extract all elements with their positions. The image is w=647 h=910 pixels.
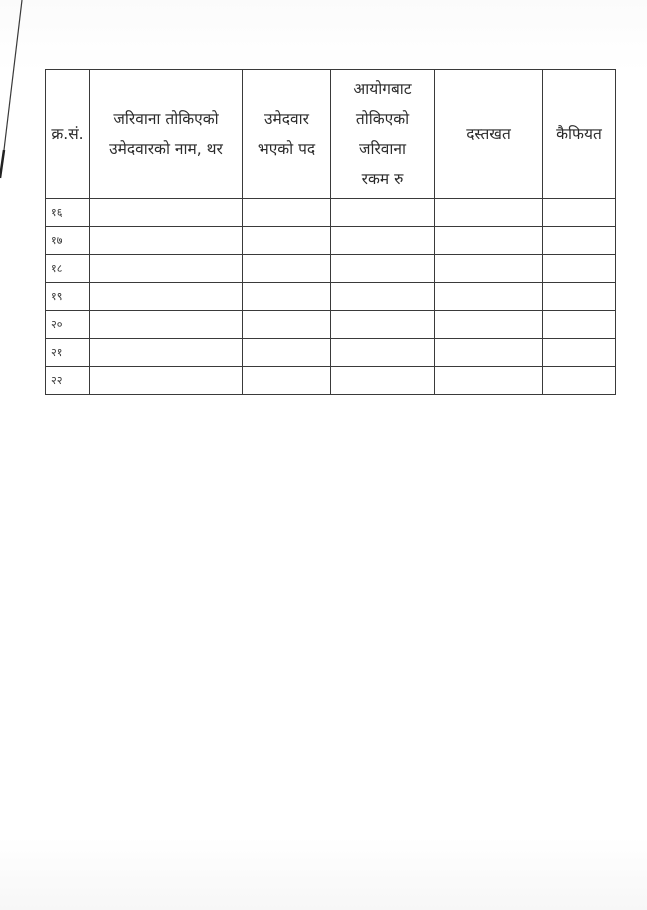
table-row (46, 227, 616, 255)
name-cell (90, 255, 243, 283)
remarks-cell (543, 311, 616, 339)
post-cell (243, 283, 331, 311)
signature-cell (435, 283, 543, 311)
signature-cell (435, 367, 543, 395)
name-cell (90, 227, 243, 255)
remarks-cell (543, 255, 616, 283)
name-cell (90, 311, 243, 339)
header-line: आयोगबाट (353, 80, 412, 98)
table-row (46, 283, 616, 311)
header-line: भएको पद (257, 140, 316, 158)
remarks-cell (543, 199, 616, 227)
header-line: रकम रु (361, 170, 404, 188)
header-candidate-post (243, 70, 331, 199)
name-cell (90, 339, 243, 367)
name-cell (90, 199, 243, 227)
serial-number-cell: २२ (46, 367, 90, 395)
remarks-cell (543, 227, 616, 255)
name-cell (90, 367, 243, 395)
table-row (46, 367, 616, 395)
post-cell (243, 227, 331, 255)
fine-amount-cell (331, 311, 435, 339)
serial-number-cell: २० (46, 311, 90, 339)
post-cell (243, 311, 331, 339)
header-candidate-name (90, 70, 243, 199)
header-serial-number (46, 70, 90, 199)
header-signature (435, 70, 543, 199)
fine-amount-cell (331, 339, 435, 367)
post-cell (243, 367, 331, 395)
name-cell (90, 283, 243, 311)
table-row (46, 255, 616, 283)
signature-cell (435, 255, 543, 283)
header-line: तोकिएको (355, 110, 410, 128)
header-line: दस्तखत (466, 125, 511, 143)
signature-cell (435, 199, 543, 227)
header-line: कैफियत (556, 125, 602, 143)
post-cell (243, 339, 331, 367)
remarks-cell (543, 283, 616, 311)
signature-cell (435, 339, 543, 367)
signature-cell (435, 227, 543, 255)
fine-amount-cell (331, 227, 435, 255)
serial-number-cell: १६ (46, 199, 90, 227)
header-line: जरिवाना तोकिएको (113, 110, 219, 128)
serial-number-cell: १८ (46, 255, 90, 283)
fine-amount-cell (331, 283, 435, 311)
header-line: क्र.सं. (51, 125, 84, 143)
serial-number-cell: १७ (46, 227, 90, 255)
table-row (46, 311, 616, 339)
signature-cell (435, 311, 543, 339)
post-cell (243, 255, 331, 283)
table-row (46, 199, 616, 227)
remarks-cell (543, 367, 616, 395)
header-remarks (543, 70, 616, 199)
fine-amount-cell (331, 199, 435, 227)
fine-register-table (45, 69, 616, 395)
serial-number-cell: २१ (46, 339, 90, 367)
header-fine-amount (331, 70, 435, 199)
table-header-row (46, 70, 616, 199)
post-cell (243, 199, 331, 227)
remarks-cell (543, 339, 616, 367)
fine-amount-cell (331, 255, 435, 283)
header-line: उमेदवारको नाम, थर (109, 140, 223, 158)
fine-amount-cell (331, 367, 435, 395)
header-line: जरिवाना (358, 140, 407, 158)
serial-number-cell: १९ (46, 283, 90, 311)
header-line: उमेदवार (264, 110, 309, 128)
table-row (46, 339, 616, 367)
